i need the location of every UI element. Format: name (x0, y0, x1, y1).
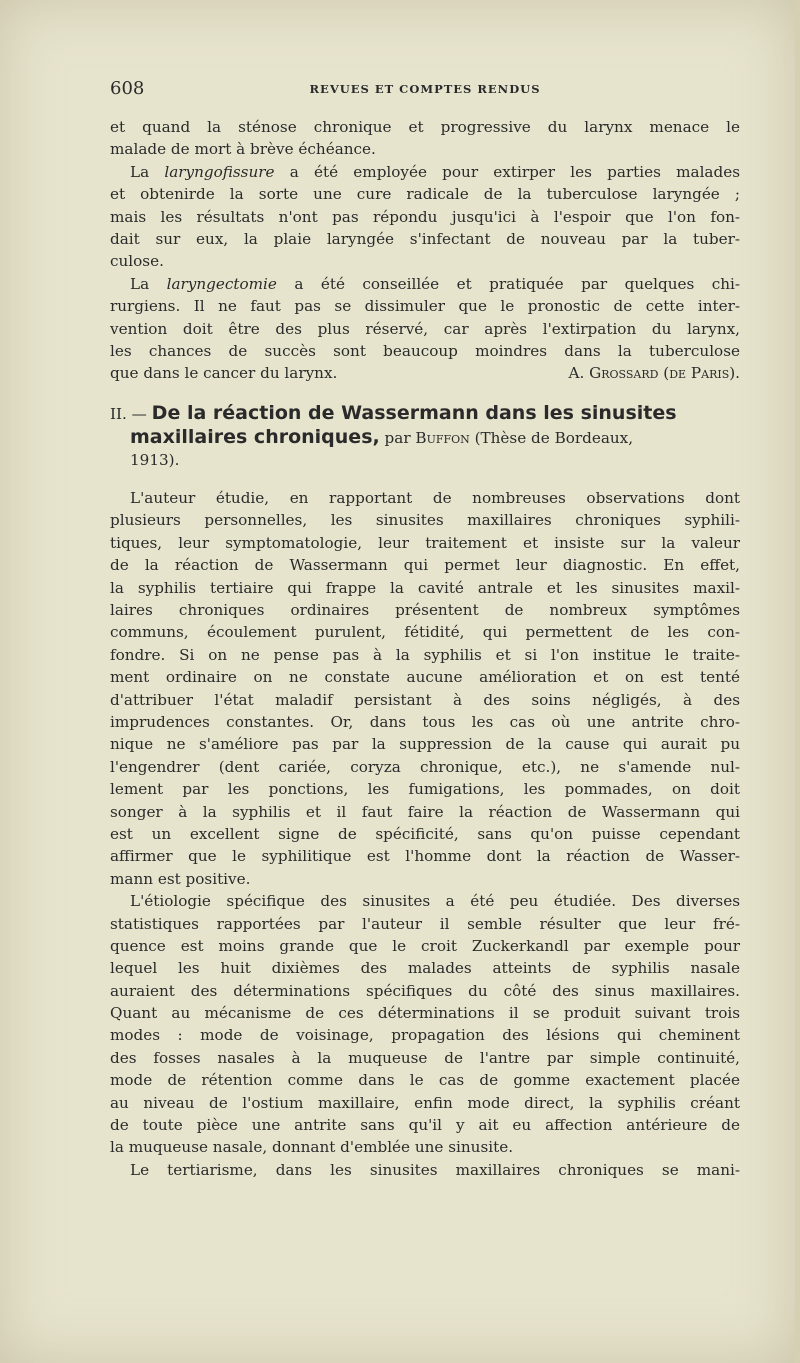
signature-line (110, 362, 740, 384)
text-line: lequel les huit dixièmes des malades atteints de syphilis nasale (110, 959, 740, 978)
text-line: quence est moins grande que le croit Zuckerkandl par exemple pour (110, 936, 740, 955)
review-body (110, 487, 740, 1181)
text-line: statistiques rapportées par l'auteur il semble résulter que leur fré- (110, 914, 740, 933)
review-paragraph (110, 487, 740, 890)
text-line: des fosses nasales à la muqueuse de l'antre par simple continuité, (110, 1048, 740, 1067)
text-line: de toute pièce une antrite sans qu'il y ait eu affection antérieure de (110, 1116, 740, 1135)
text-line: Quant au mécanisme de ces déterminations il se produit suivant trois (110, 1004, 740, 1023)
thesis-year: 1913). (130, 450, 180, 469)
text-line: ment ordinaire on ne constate aucune amélioration et on est tenté (110, 668, 740, 687)
reviewer-signature: A. Grossard (de Paris). (568, 364, 740, 383)
text-line: nique ne s'améliore pas par la suppression de la cause qui aurait pu (110, 735, 740, 754)
text-line: la syphilis tertiaire qui frappe la cavité antrale et les sinusites maxil- (110, 578, 740, 597)
text-line: et quand la sténose chronique et progressive du larynx menace le (110, 118, 740, 136)
page-body (110, 116, 740, 1181)
text-line: vention doit être des plus réservé, car après l'extirpation du larynx, (110, 319, 740, 338)
text-line: et obtenirde la sorte une cure radicale de la tuberculose laryngée ; (110, 185, 740, 204)
running-head: REVUES ET COMPTES RENDUS (309, 82, 541, 96)
text-line: mais les résultats n'ont pas répondu jusqu'ici à l'espoir que l'on fon- (110, 207, 740, 226)
thesis-source: (Thèse de Bordeaux, (469, 428, 634, 447)
review-paragraph (110, 1159, 740, 1181)
term-laryngectomie: laryngectomie (166, 274, 277, 293)
paragraph-first-line: L'auteur étudie, en rapportant de nombreuses observations dont (130, 489, 740, 508)
paragraph-first-line: La laryngofissure a été employée pour extirper les parties malades (130, 162, 740, 181)
text-line: auraient des déterminations spécifiques du côté des sinus maxillaires. (110, 981, 740, 1000)
text-line: mode de rétention comme dans le cas de gomme exactement placée (110, 1071, 740, 1090)
page-number: 608 (110, 78, 145, 99)
text-line: au niveau de l'ostium maxillaire, enfin mode direct, la syphilis créant (110, 1093, 740, 1112)
term-laryngofissure: laryngofissure (164, 162, 275, 181)
section-title-line-1: De la réaction de Wassermann dans les sinusites (151, 401, 677, 424)
paragraph-first-line: L'étiologie spécifique des sinusites a été peu étudiée. Des diverses (130, 892, 740, 911)
section-title-line-2: maxillaires chroniques, (130, 425, 380, 448)
text-line: fondre. Si on ne pense pas à la syphilis et si l'on institue le traite- (110, 645, 740, 664)
text-line: rurgiens. Il ne faut pas se dissimuler que le pronostic de cette inter- (110, 297, 740, 316)
text-line: l'engendrer (dent cariée, coryza chronique, etc.), ne s'amende nul- (110, 757, 740, 776)
section-heading: II. — De la réaction de Wassermann dans les sinusites maxillaires chroniques, par Buffon (Thèse de Bordeaux, 1913). (110, 401, 740, 471)
text-line: modes : mode de voisinage, propagation des lésions qui cheminent (110, 1026, 740, 1045)
text-line: la muqueuse nasale, donnant d'emblée une sinusite. (110, 1138, 514, 1157)
review-paragraph (110, 890, 740, 1159)
paragraph-first-line: Le tertiarisme, dans les sinusites maxillaires chroniques se mani- (130, 1160, 740, 1179)
text-line: que dans le cancer du larynx. (110, 364, 338, 383)
text-line: dait sur eux, la plaie laryngée s'infectant de nouveau par la tuber- (110, 229, 740, 248)
text-line: les chances de succès sont beaucoup moindres dans la tuberculose (110, 341, 740, 360)
text-line: culose. (110, 252, 164, 271)
page-header (110, 78, 740, 100)
text-line: imprudences constantes. Or, dans tous les cas où une antrite chro- (110, 712, 740, 731)
text-line: laires chroniques ordinaires présentent de nombreux symptômes (110, 601, 740, 620)
text-line: affirmer que le syphilitique est l'homme dont la réaction de Wasser- (110, 847, 740, 866)
text-line: tiques, leur symptomatologie, leur traitement et insiste sur la valeur (110, 533, 740, 552)
text-line: malade de mort à brève échéance. (110, 140, 376, 159)
text-line: communs, écoulement purulent, fétidité, qui permettent de les con- (110, 623, 740, 642)
thesis-author: Buffon (415, 428, 470, 447)
text-line: d'attribuer l'état maladif persistant à des soins négligés, à des (110, 690, 740, 709)
paragraph-first-line: La laryngectomie a été conseillée et pratiquée par quelques chi- (130, 274, 741, 293)
text-line: est un excellent signe de spécificité, sans qu'on puisse cependant (110, 824, 740, 843)
section-number: II. — (110, 404, 152, 423)
text-line: plusieurs personnelles, les sinusites maxillaires chroniques syphili- (110, 511, 740, 530)
text-line: de la réaction de Wassermann qui permet leur diagnostic. En effet, (110, 556, 740, 575)
text-line: lement par les ponctions, les fumigations, les pommades, on doit (110, 780, 740, 799)
text-line: mann est positive. (110, 869, 251, 888)
text-line: songer à la syphilis et il faut faire la réaction de Wassermann qui (110, 802, 740, 821)
